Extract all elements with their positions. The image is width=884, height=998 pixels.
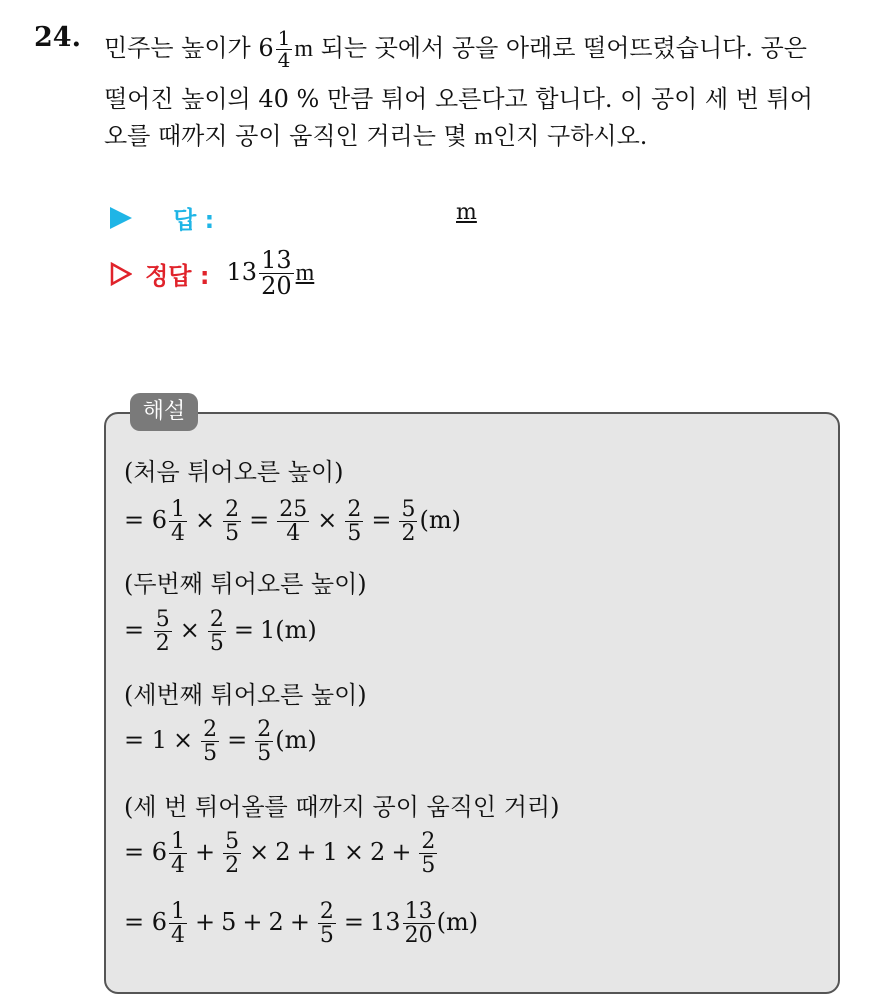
fraction: $\frac{1}{4}$ (171, 899, 186, 949)
fraction: $\frac{1}{4}$ (171, 829, 186, 879)
correct-answer-row (110, 248, 314, 299)
question-line-3: 오를 때까지 공이 움직인 거리는 몇 m인지 구하시오. (104, 122, 648, 150)
solution-equation: = 6 $\frac{1}{4}$ × $\frac{2}{5}$ = $\frac{25}{4}$ × $\frac{2}{5}$ = $\frac{5}{2}$ (m) (124, 497, 461, 547)
fraction: $\frac{13}{20}$ (404, 899, 433, 949)
question-line-1 (104, 28, 807, 71)
answer-label: 답 : (173, 206, 215, 234)
solution-line: (세번째 튀어오른 높이) (124, 681, 367, 709)
fraction: $\frac{25}{4}$ (279, 497, 308, 547)
fraction: $\frac{2}{5}$ (257, 717, 272, 767)
solution-equation: = 6 $\frac{1}{4}$ + $\frac{5}{2}$ × 2 + 1 × 2 + $\frac{2}{5}$ (124, 829, 436, 879)
correct-answer-value: 13 $\frac{13}{20}$ m (226, 246, 315, 301)
solution-line: (처음 튀어오른 높이) (124, 458, 344, 486)
fraction: $\frac{2}{5}$ (203, 717, 218, 767)
fraction: $\frac{5}{2}$ (225, 829, 240, 879)
fraction: $\frac{2}{5}$ (225, 497, 240, 547)
question-text: 되는 곳에서 공을 아래로 떨어뜨렸습니다. 공은 (320, 34, 807, 62)
outline-triangle-icon (110, 262, 132, 286)
answer-row (110, 200, 214, 235)
correct-answer-label: 정답 : (145, 262, 210, 291)
solution-equation: = $\frac{5}{2}$ × $\frac{2}{5}$ = 1(m) (124, 607, 317, 657)
answer-unit: m (456, 200, 477, 225)
unit: m (294, 36, 314, 62)
mixed-number: 6 $\frac{1}{4}$ (258, 26, 291, 72)
fraction: $\frac{13}{20}$ (261, 246, 292, 301)
fraction: $\frac{2}{5}$ (319, 899, 334, 949)
fraction: $\frac{1}{4}$ (171, 497, 186, 547)
fraction: $\frac{2}{5}$ (421, 829, 436, 879)
question-line-2: 떨어진 높이의 40 % 만큼 튀어 오른다고 합니다. 이 공이 세 번 튀어 (104, 85, 813, 113)
question-text: 민주는 높이가 (104, 34, 251, 62)
fraction: $\frac{2}{5}$ (209, 607, 224, 657)
fraction: $\frac{5}{2}$ (401, 497, 416, 547)
play-arrow-icon (110, 207, 132, 229)
question-number: 24. (34, 22, 81, 53)
solution-tag: 해설 (130, 393, 198, 431)
solution-equation: = 6 $\frac{1}{4}$ + 5 + 2 + $\frac{2}{5}$ = 13 $\frac{13}{20}$ (m) (124, 899, 479, 949)
solution-line: (세 번 튀어올를 때까지 공이 움직인 거리) (124, 793, 560, 821)
solution-line: (두번째 튀어오른 높이) (124, 570, 367, 598)
fraction: $\frac{5}{2}$ (155, 607, 170, 657)
solution-equation: = 1 × $\frac{2}{5}$ = $\frac{2}{5}$ (m) (124, 717, 317, 767)
fraction: $\frac{1}{4}$ (277, 26, 291, 72)
fraction: $\frac{2}{5}$ (347, 497, 362, 547)
